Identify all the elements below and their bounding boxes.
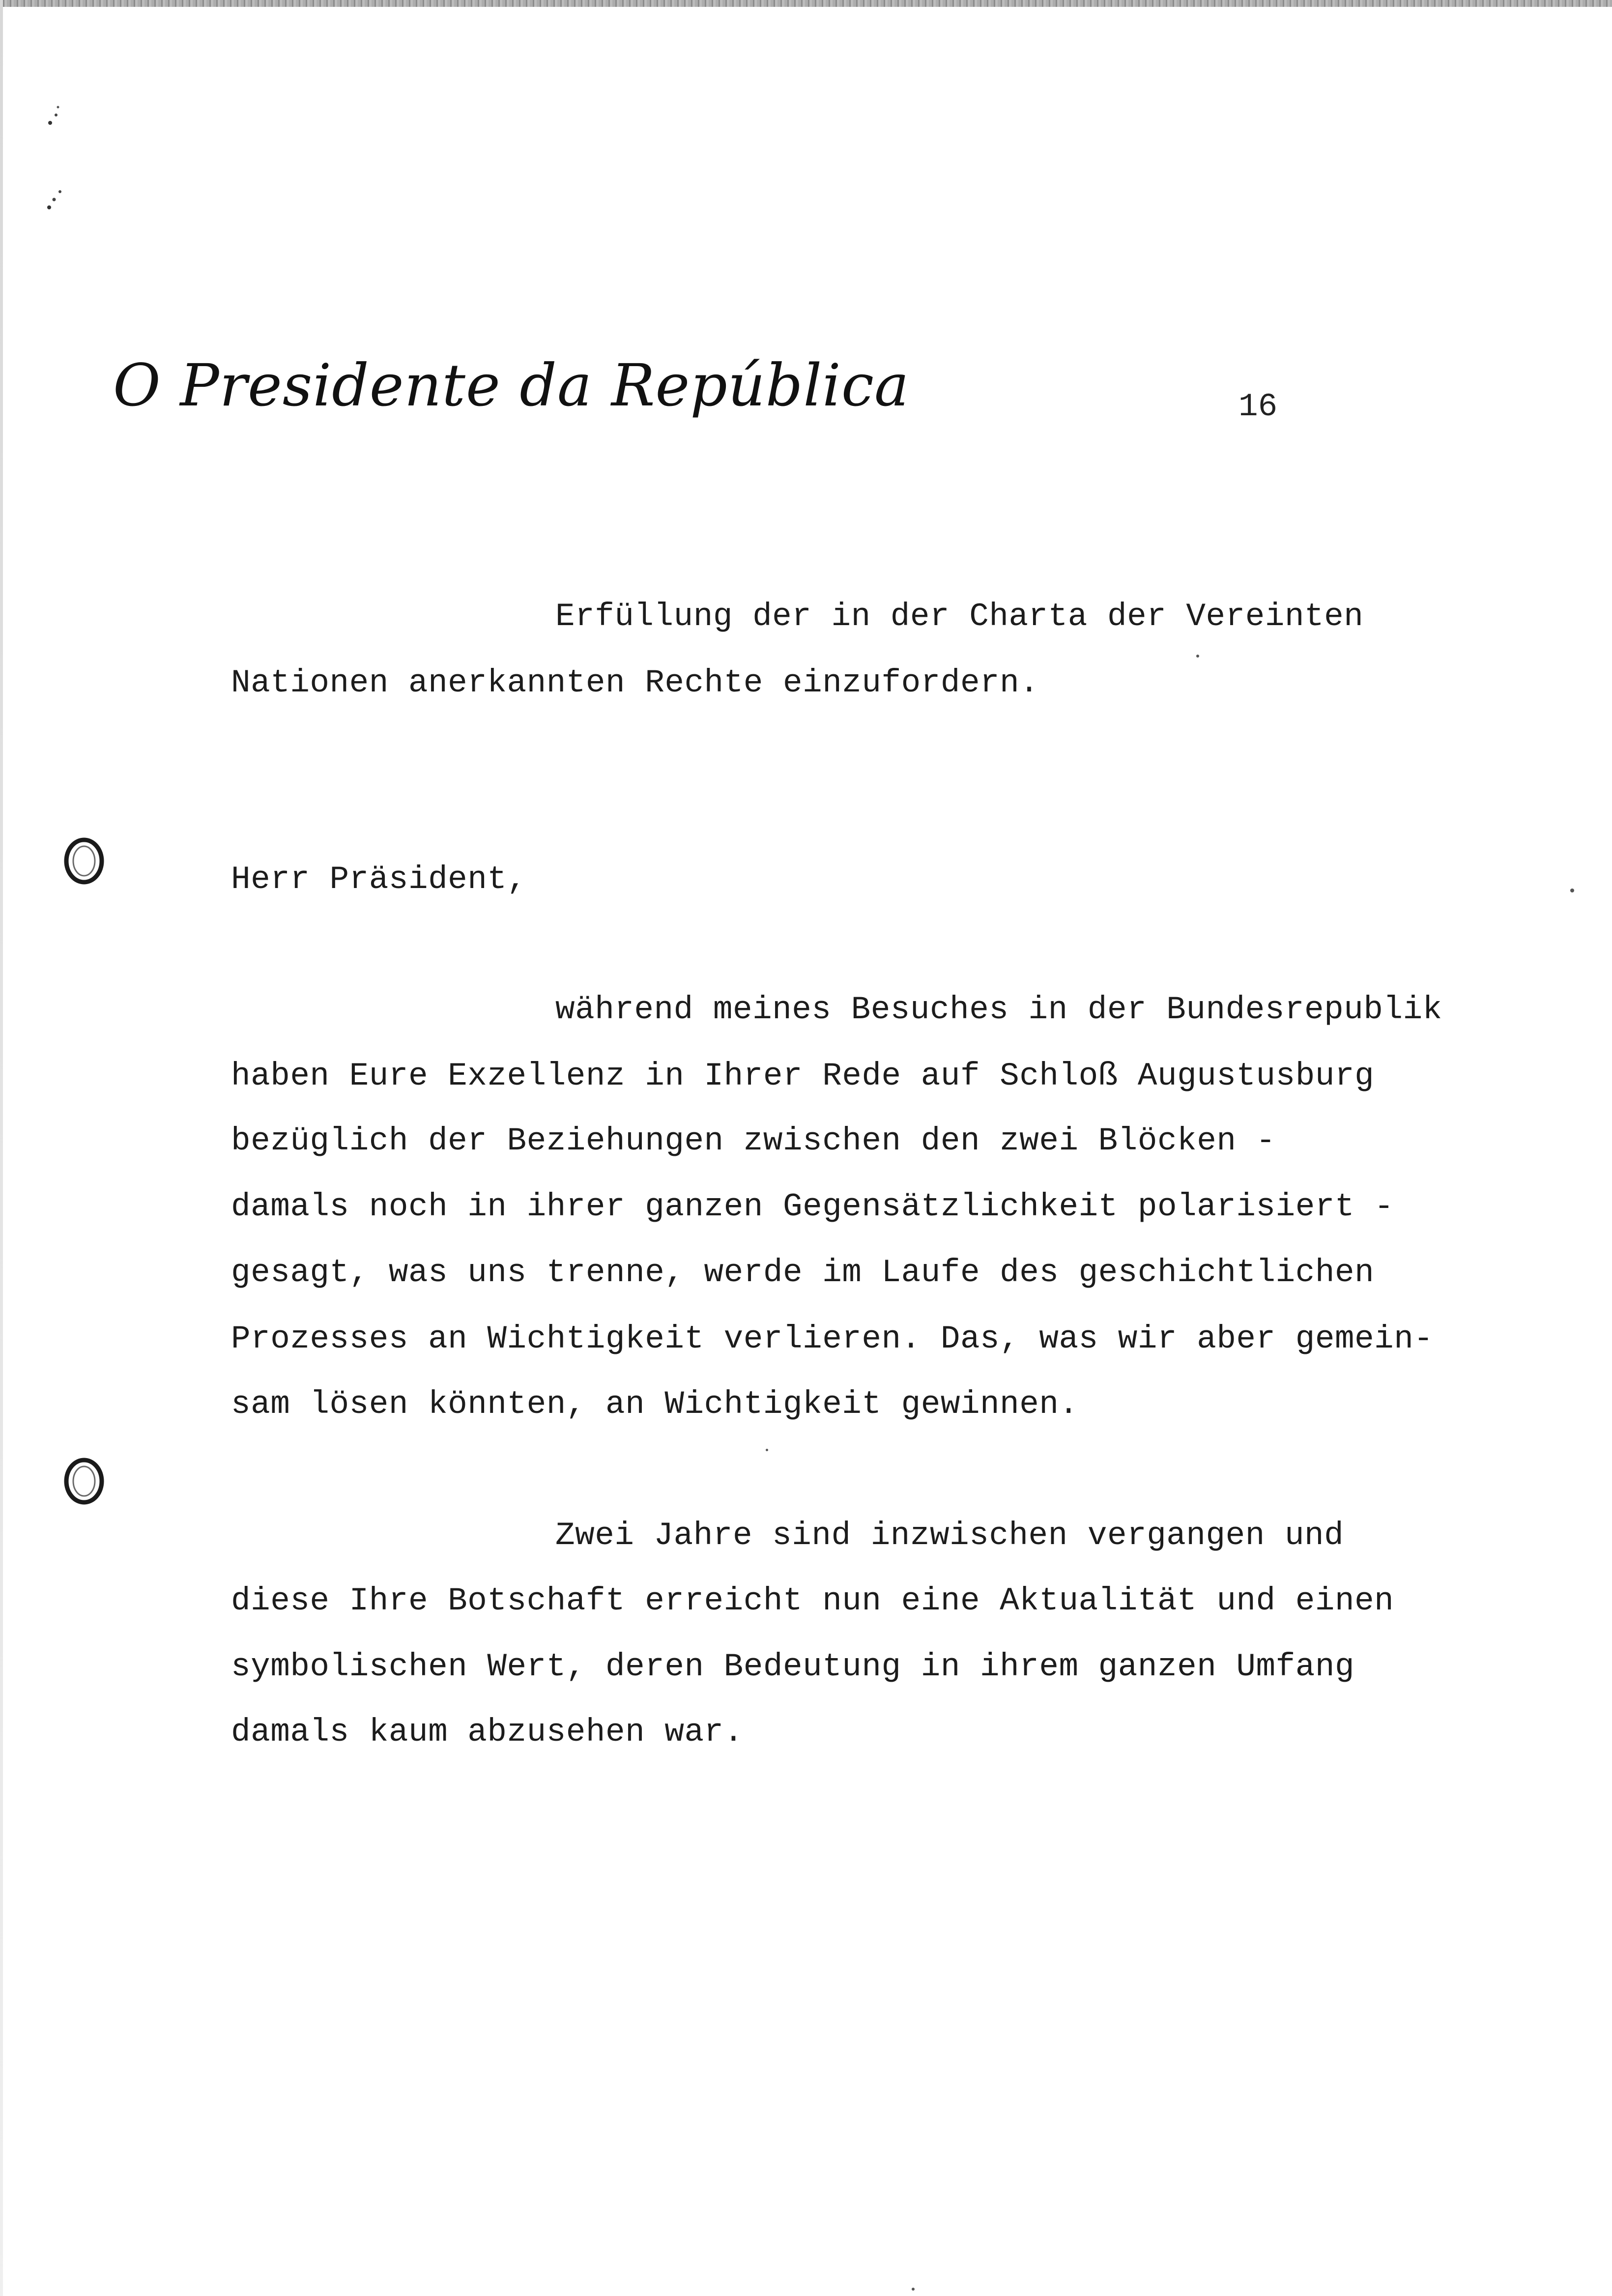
letterhead: O Presidente da República xyxy=(113,351,910,419)
scan-speck xyxy=(1570,889,1574,892)
salutation: Herr Präsident, xyxy=(231,861,527,898)
paragraph-line: symbolischen Wert, deren Bedeutung in ihrem ganzen Umfang xyxy=(231,1648,1355,1685)
scan-speck xyxy=(912,2288,915,2291)
paragraph-line: während meines Besuches in der Bundesrepublik xyxy=(555,991,1442,1028)
scan-speck xyxy=(1196,655,1199,658)
paragraph-line: damals kaum abzusehen war. xyxy=(231,1714,744,1751)
paragraph-line: Zwei Jahre sind inzwischen vergangen und xyxy=(555,1517,1344,1554)
paragraph-line: Prozesses an Wichtigkeit verlieren. Das, was wir aber gemein- xyxy=(231,1320,1434,1357)
paragraph-line: diese Ihre Botschaft erreicht nun eine Aktualität und einen xyxy=(231,1582,1394,1619)
scan-left-edge xyxy=(0,0,3,2296)
punch-hole-icon xyxy=(63,835,105,887)
page-number: 16 xyxy=(1238,388,1278,425)
scan-top-edge xyxy=(0,0,1612,7)
paragraph-line: gesagt, was uns trenne, werde im Laufe des geschichtlichen xyxy=(231,1254,1375,1291)
paragraph-line: haben Eure Exzellenz in Ihrer Rede auf Schloß Augustusburg xyxy=(231,1058,1375,1094)
paragraph-line: Nationen anerkannten Rechte einzufordern. xyxy=(231,664,1039,701)
paragraph-line: Erfüllung der in der Charta der Vereinten xyxy=(555,598,1364,635)
punch-hole-icon xyxy=(63,1456,105,1507)
paragraph-line: sam lösen könnten, an Wichtigkeit gewinnen. xyxy=(231,1386,1079,1423)
paragraph-line: bezüglich der Beziehungen zwischen den zwei Blöcken - xyxy=(231,1122,1276,1159)
paragraph-line: damals noch in ihrer ganzen Gegensätzlichkeit polarisiert - xyxy=(231,1188,1394,1225)
scan-speck xyxy=(766,1449,768,1451)
corner-dots-icon xyxy=(43,93,73,221)
